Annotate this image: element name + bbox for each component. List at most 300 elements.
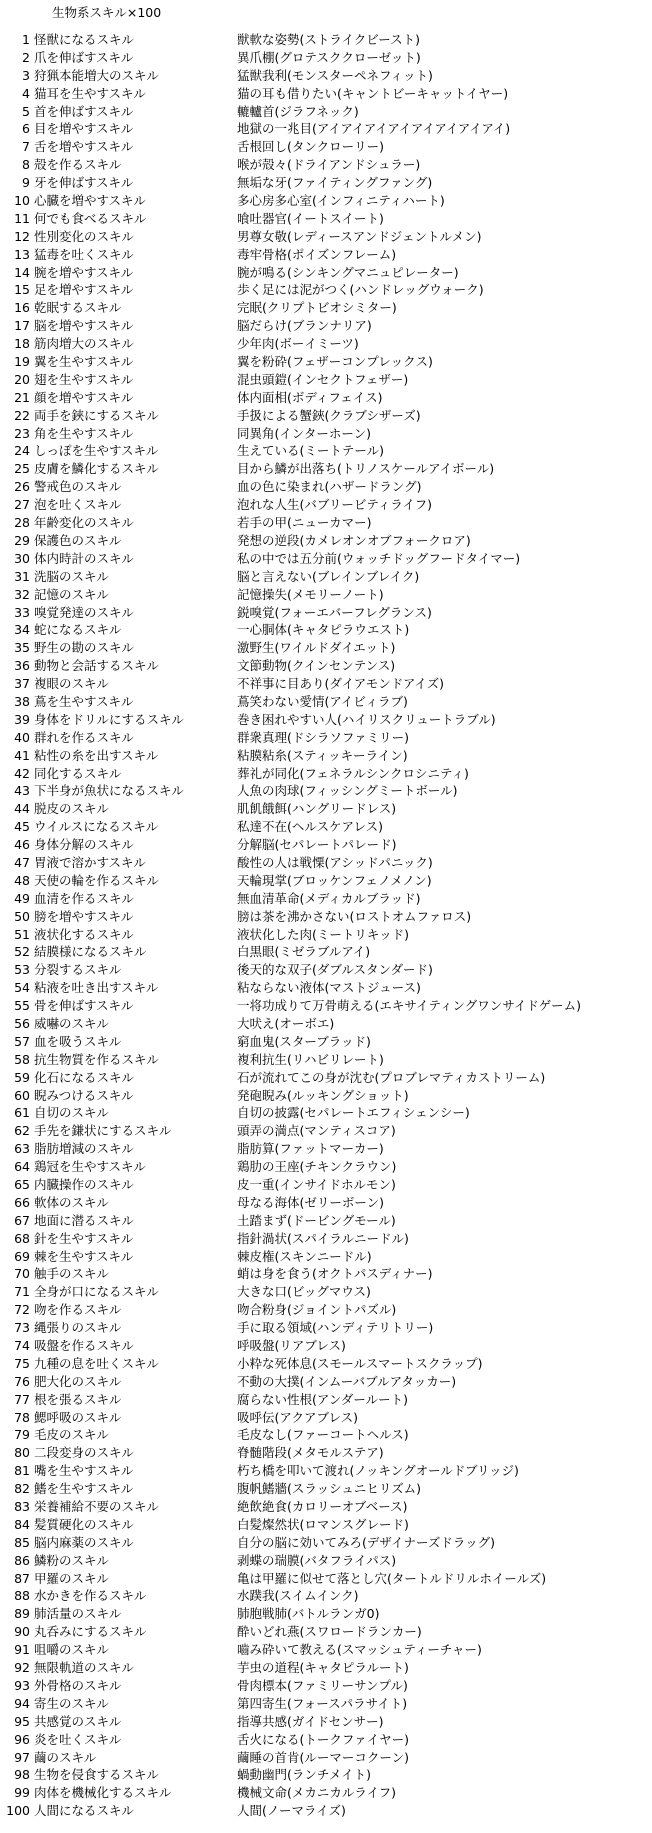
skill-name: 脊髄階段(メタモルステア) <box>237 1445 384 1461</box>
row-number: 54 <box>14 980 30 996</box>
row-number: 14 <box>14 264 30 280</box>
row-number: 2 <box>22 49 30 65</box>
skill-name: 膀は茶を沸かさない(ロストオムファロス) <box>237 908 472 924</box>
table-row <box>0 1355 652 1373</box>
table-row <box>0 210 652 228</box>
row-number: 42 <box>14 765 30 781</box>
skill-description: 九種の息を吐くスキル <box>34 1355 159 1371</box>
skill-name: 体内面相(ボディフェイス) <box>237 389 383 405</box>
row-number: 29 <box>14 532 30 548</box>
skill-description: 下半身が魚状になるスキル <box>34 783 184 799</box>
skill-description: 生物を侵食するスキル <box>34 1767 159 1783</box>
skill-name: 少年肉(ボーイミーツ) <box>237 336 359 352</box>
skill-description: 同化するスキル <box>34 765 122 781</box>
skill-name: 粘膜粘糸(スティッキーライン) <box>237 747 408 763</box>
skill-description: 筋肉増大のスキル <box>34 336 134 352</box>
table-row <box>0 1731 652 1749</box>
row-number: 1 <box>22 32 30 47</box>
skill-name: 完眠(クリプトビオシミター) <box>237 300 397 316</box>
skill-name: 異爪棚(グロテスククローゼット) <box>237 49 421 65</box>
skill-name: 猫の耳も借りたい(キャントビーキャットイヤー) <box>237 85 509 101</box>
skill-name: 自分の脳に効いてみろ(デザイナーズドラッグ) <box>237 1534 496 1550</box>
table-row <box>0 1212 652 1230</box>
skill-description: 二段変身のスキル <box>34 1445 134 1461</box>
skill-name: 舌根回し(タンクローリー) <box>237 139 385 155</box>
row-number: 9 <box>22 175 30 191</box>
row-number: 35 <box>14 640 30 656</box>
skill-name: 激野生(ワイルドダイエット) <box>237 640 396 656</box>
table-row <box>0 1426 652 1444</box>
skill-description: 繭のスキル <box>34 1749 97 1765</box>
row-number: 81 <box>14 1463 30 1479</box>
row-number: 15 <box>14 282 30 298</box>
skill-name: 第四寄生(フォースパラサイト) <box>237 1695 408 1711</box>
skill-name: 葬礼が同化(フェネラルシンクロシニティ) <box>237 765 469 781</box>
row-number: 93 <box>14 1677 30 1693</box>
skill-name: 混虫頭鎧(インセクトフェザー) <box>237 371 409 387</box>
table-row <box>0 1695 652 1713</box>
skill-description: 吻を作るスキル <box>34 1302 122 1318</box>
row-number: 70 <box>14 1266 30 1282</box>
table-row <box>0 85 652 103</box>
skill-name: 朽ち橋を叩いて渡れ(ノッキングオールドブリッジ) <box>237 1463 519 1479</box>
table-row <box>0 1480 652 1498</box>
skill-description: 外骨格のスキル <box>34 1677 122 1693</box>
skill-description: 咀嚼のスキル <box>34 1642 109 1658</box>
row-number: 73 <box>14 1320 30 1336</box>
skill-description: 威嚇のスキル <box>34 1015 109 1031</box>
skill-name: 石が流れてこの身が沈む(プロブレマティカストリーム) <box>237 1069 546 1085</box>
table-row <box>0 1176 652 1194</box>
skill-description: 天使の輪を作るスキル <box>34 872 159 888</box>
skill-description: 化石になるスキル <box>34 1069 134 1085</box>
skill-description: 保護色のスキル <box>34 532 122 548</box>
row-number: 51 <box>14 926 30 942</box>
row-number: 97 <box>14 1749 30 1765</box>
skill-name: 大吠え(オーボエ) <box>237 1015 335 1031</box>
table-row <box>0 31 652 49</box>
row-number: 3 <box>22 67 30 83</box>
skill-name: 一心胴体(キャタピラウエスト) <box>237 622 410 638</box>
skill-description: 翼を生やすスキル <box>34 354 134 370</box>
skill-description: 無限軌道のスキル <box>34 1660 134 1676</box>
skill-name: 窮血鬼(スターブラッド) <box>237 1033 371 1049</box>
row-number: 65 <box>14 1177 30 1192</box>
row-number: 61 <box>14 1105 30 1121</box>
table-row <box>0 872 652 890</box>
skill-description: 触手のスキル <box>34 1266 109 1282</box>
table-row <box>0 1784 652 1802</box>
table-row <box>0 264 652 282</box>
skill-description: 肉体を機械化するスキル <box>34 1785 172 1801</box>
table-row <box>0 997 652 1015</box>
skill-description: 群れを作るスキル <box>34 729 134 745</box>
table-row <box>0 1265 652 1283</box>
row-number: 10 <box>14 193 30 209</box>
skill-description: 嘴を生やすスキル <box>34 1463 134 1479</box>
skill-name: 粘ならない液体(マストジュース) <box>237 980 421 996</box>
skill-name: 蛸は身を食う(オクトパスディナー) <box>237 1266 433 1282</box>
skill-description: 身体をドリルにするスキル <box>34 711 184 727</box>
row-number: 19 <box>14 354 30 370</box>
table-row <box>0 1373 652 1391</box>
row-number: 71 <box>14 1284 30 1300</box>
row-number: 96 <box>14 1731 30 1747</box>
skill-name: 脂肪算(ファットマーカー) <box>237 1141 384 1157</box>
row-number: 64 <box>14 1159 30 1175</box>
table-row <box>0 1248 652 1266</box>
skill-name: 後天的な双子(ダブルスタンダード) <box>237 962 433 978</box>
skill-name: 肌飢餓餌(ハングリードレス) <box>237 801 397 817</box>
skill-description: 鰓呼吸のスキル <box>34 1409 122 1425</box>
table-row <box>0 299 652 317</box>
skill-description: 肺活量のスキル <box>34 1606 122 1622</box>
skill-table <box>0 31 652 1820</box>
skill-name: 生えている(ミートテール) <box>237 443 385 459</box>
table-row <box>0 693 652 711</box>
skill-name: 骨肉標本(ファミリーサンプル) <box>237 1677 408 1693</box>
skill-description: 動物と会話するスキル <box>34 658 159 674</box>
skill-description: 軟体のスキル <box>34 1194 109 1210</box>
skill-description: 洗脳のスキル <box>34 568 109 584</box>
skill-description: 棘を生やすスキル <box>34 1248 134 1264</box>
table-row <box>0 961 652 979</box>
skill-description: 甲羅のスキル <box>34 1570 109 1586</box>
row-number: 82 <box>14 1481 30 1497</box>
table-row <box>0 1015 652 1033</box>
skill-name: 白黒眼(ミゼラブルアイ) <box>237 944 371 960</box>
table-row <box>0 1409 652 1427</box>
skill-description: 野生の勘のスキル <box>34 640 134 656</box>
skill-description: 結膜様になるスキル <box>34 944 147 960</box>
skill-description: 猫耳を生やすスキル <box>34 85 146 101</box>
row-number: 100 <box>6 1803 30 1819</box>
skill-name: 頭弄の満点(マンティスコア) <box>237 1123 396 1139</box>
skill-description: 蛇になるスキル <box>34 622 122 638</box>
skill-name: 母なる海体(ゼリーボーン) <box>237 1194 385 1210</box>
skill-description: 鶏冠を生やすスキル <box>34 1159 146 1175</box>
skill-name: 轆轤首(ジラフネック) <box>237 103 359 119</box>
row-number: 22 <box>14 407 30 423</box>
skill-description: 嗅覚発達のスキル <box>34 604 134 620</box>
row-number: 80 <box>14 1445 30 1461</box>
table-row <box>0 621 652 639</box>
table-row <box>0 568 652 586</box>
skill-name: 亀は甲羅に似せて落とし穴(タートルドリルホイールズ) <box>237 1570 547 1586</box>
table-row <box>0 782 652 800</box>
table-row <box>0 1605 652 1623</box>
row-number: 11 <box>14 210 30 226</box>
row-number: 33 <box>14 604 30 620</box>
table-row <box>0 371 652 389</box>
table-row <box>0 281 652 299</box>
row-number: 28 <box>14 515 30 531</box>
skill-name: 不祥事に目あり(ダイアモンドアイズ) <box>237 676 445 692</box>
table-row <box>0 1570 652 1588</box>
table-row <box>0 1194 652 1212</box>
skill-description: 両手を鋏にするスキル <box>34 407 159 423</box>
row-number: 26 <box>14 479 30 495</box>
skill-name: 同異角(インターホーン) <box>237 425 372 441</box>
row-number: 56 <box>14 1015 30 1031</box>
row-number: 24 <box>14 443 30 459</box>
table-row <box>0 156 652 174</box>
skill-description: 心臓を増やすスキル <box>34 193 146 209</box>
table-row <box>0 317 652 335</box>
table-row <box>0 1087 652 1105</box>
table-row <box>0 943 652 961</box>
table-row <box>0 1516 652 1534</box>
skill-name: 天輪現掌(ブロッケンフェノメノン) <box>237 872 432 888</box>
skill-description: 胃液で溶かすスキル <box>34 854 146 870</box>
row-number: 84 <box>14 1516 30 1532</box>
skill-name: 無血清革命(メディカルブラッド) <box>237 890 421 906</box>
table-row <box>0 496 652 514</box>
skill-name: 手扱による蟹鋏(クラブシザーズ) <box>237 407 421 423</box>
row-number: 62 <box>14 1123 30 1139</box>
table-row <box>0 1122 652 1140</box>
skill-name: 液状化した肉(ミートリキッド) <box>237 926 410 942</box>
skill-description: 自切のスキル <box>34 1105 109 1121</box>
skill-description: 体内時計のスキル <box>34 550 134 566</box>
row-number: 7 <box>22 139 30 155</box>
skill-description: 年齢変化のスキル <box>34 515 134 531</box>
skill-name: 大きな口(ビッグマウス) <box>237 1284 371 1300</box>
skill-description: 骨を伸ばすスキル <box>34 998 134 1014</box>
table-row <box>0 1319 652 1337</box>
table-row <box>0 854 652 872</box>
table-row <box>0 460 652 478</box>
skill-name: 若手の甲(ニューカマー) <box>237 515 372 531</box>
skill-description: 脳内麻薬のスキル <box>34 1534 134 1550</box>
table-row <box>0 979 652 997</box>
skill-name: 脳と言えない(ブレインブレイク) <box>237 568 420 584</box>
skill-description: 鰭を生やすスキル <box>34 1481 134 1497</box>
skill-description: 爪を伸ばすスキル <box>34 49 134 65</box>
table-row <box>0 1104 652 1122</box>
skill-name: 絶飲絶食(カロリーオブベース) <box>237 1499 408 1515</box>
skill-description: 腕を増やすスキル <box>34 264 134 280</box>
skill-description: 殻を作るスキル <box>34 157 122 173</box>
row-number: 47 <box>14 854 30 870</box>
row-number: 76 <box>14 1373 30 1389</box>
skill-name: 土踏まず(ドービングモール) <box>237 1212 396 1228</box>
skill-name: 私の中では五分前(ウォッチドッグフードタイマー) <box>237 550 521 566</box>
skill-description: 目を増やすスキル <box>34 121 134 137</box>
skill-description: 粘性の糸を出すスキル <box>34 747 159 763</box>
row-number: 18 <box>14 336 30 352</box>
table-row <box>0 49 652 67</box>
table-row <box>0 1641 652 1659</box>
skill-name: 群衆真理(ドシラソファミリー) <box>237 729 410 745</box>
table-row <box>0 1391 652 1409</box>
table-row <box>0 1158 652 1176</box>
row-number: 87 <box>14 1570 30 1586</box>
skill-description: 性別変化のスキル <box>34 228 134 244</box>
skill-description: 何でも食べるスキル <box>34 210 147 226</box>
page-title: 生物系スキル×100 <box>52 5 162 20</box>
skill-description: 乾眠するスキル <box>34 300 122 316</box>
skill-description: 泡を吐くスキル <box>34 497 122 513</box>
row-number: 16 <box>14 300 30 316</box>
skill-name: 小粋な死体息(スモールスマートスクラップ) <box>237 1355 483 1371</box>
table-row <box>0 729 652 747</box>
skill-name: 水蹼我(スイムインク) <box>237 1588 359 1604</box>
row-number: 52 <box>14 944 30 960</box>
skill-name: 芋虫の道程(キャタピラルート) <box>237 1660 409 1676</box>
skill-name: 目から鱗が出落ち(トリノスケールアイボール) <box>237 461 495 477</box>
row-number: 12 <box>14 228 30 244</box>
table-row <box>0 1623 652 1641</box>
row-number: 25 <box>14 461 30 477</box>
table-row <box>0 1069 652 1087</box>
skill-name: 白髪燦然状(ロマンスグレード) <box>237 1516 409 1532</box>
skill-name: 指導共感(ガイドセンサー) <box>237 1713 384 1729</box>
table-row <box>0 389 652 407</box>
table-row <box>0 1552 652 1570</box>
row-number: 95 <box>14 1713 30 1729</box>
skill-description: 水かきを作るスキル <box>34 1588 147 1604</box>
row-number: 36 <box>14 658 30 674</box>
skill-name: 腕が鳴る(シンキングマニュピレーター) <box>237 264 459 280</box>
row-number: 86 <box>14 1552 30 1568</box>
skill-description: 翅を生やすスキル <box>34 371 134 387</box>
row-number: 31 <box>14 568 30 584</box>
table-row <box>0 246 652 264</box>
skill-description: 牙を伸ばすスキル <box>34 175 134 191</box>
row-number: 79 <box>14 1427 30 1443</box>
row-number: 58 <box>14 1051 30 1067</box>
skill-name: 翼を粉砕(フェザーコンプレックス) <box>237 354 433 370</box>
row-number: 49 <box>14 890 30 906</box>
skill-description: 共感覚のスキル <box>34 1713 122 1729</box>
skill-name: 腐らない性根(アンダールート) <box>237 1391 409 1407</box>
table-row <box>0 1802 652 1820</box>
skill-description: 内臓操作のスキル <box>34 1177 134 1192</box>
row-number: 69 <box>14 1248 30 1264</box>
row-number: 72 <box>14 1302 30 1318</box>
skill-name: 地獄の一兆目(アイアイアイアイアイアイアイアイ) <box>237 121 511 137</box>
row-number: 20 <box>14 371 30 387</box>
table-row <box>0 478 652 496</box>
table-row <box>0 1677 652 1695</box>
skill-description: 栄養補給不要のスキル <box>34 1499 159 1515</box>
row-number: 37 <box>14 676 30 692</box>
skill-name: 獣軟な姿勢(ストライクビースト) <box>237 32 421 47</box>
row-number: 40 <box>14 729 30 745</box>
row-number: 91 <box>14 1642 30 1658</box>
skill-name: 手に取る領域(ハンディテリトリー) <box>237 1320 434 1336</box>
skill-name: 発想の逆段(カメレオンオブフォークロア) <box>237 532 471 548</box>
skill-description: 寄生のスキル <box>34 1695 109 1711</box>
skill-name: 繭睡の首肯(ルーマーコクーン) <box>237 1749 410 1765</box>
row-number: 45 <box>14 819 30 835</box>
skill-name: 呼吸盤(リアブレス) <box>237 1338 346 1354</box>
table-row <box>0 120 652 138</box>
table-row <box>0 747 652 765</box>
table-row <box>0 550 652 568</box>
skill-description: 全身が口になるスキル <box>34 1284 159 1300</box>
row-number: 85 <box>14 1534 30 1550</box>
skill-name: 吻合粉身(ジョイントパズル) <box>237 1302 397 1318</box>
row-number: 77 <box>14 1391 30 1407</box>
row-number: 68 <box>14 1230 30 1246</box>
skill-description: 炎を吐くスキル <box>34 1731 122 1747</box>
skill-name: 棘皮権(スキンニードル) <box>237 1248 372 1264</box>
table-row <box>0 711 652 729</box>
skill-name: 歩く足には泥がつく(ハンドレッグウォーク) <box>237 282 484 298</box>
skill-description: 睨みつけるスキル <box>34 1087 134 1103</box>
skill-description: 血を吸うスキル <box>34 1033 122 1049</box>
row-number: 63 <box>14 1141 30 1157</box>
table-row <box>0 532 652 550</box>
table-row <box>0 1230 652 1248</box>
row-number: 60 <box>14 1087 30 1103</box>
row-number: 66 <box>14 1194 30 1210</box>
row-number: 83 <box>14 1499 30 1515</box>
row-number: 75 <box>14 1355 30 1371</box>
skill-description: 分裂するスキル <box>34 962 122 978</box>
table-row <box>0 818 652 836</box>
table-row <box>0 1713 652 1731</box>
table-row <box>0 103 652 121</box>
row-number: 39 <box>14 711 30 727</box>
row-number: 55 <box>14 998 30 1014</box>
skill-description: 人間になるスキル <box>34 1803 134 1819</box>
skill-description: 地面に潜るスキル <box>34 1212 134 1228</box>
skill-name: 酸性の人は戦慄(アシッドパニック) <box>237 854 433 870</box>
skill-description: 記憶のスキル <box>34 586 109 602</box>
skill-name: 腹帆鰭牆(スラッシュニヒリズム) <box>237 1481 422 1497</box>
skill-description: 吸盤を作るスキル <box>34 1338 134 1354</box>
row-number: 17 <box>14 318 30 334</box>
skill-name: 発砲睨み(ルッキングショット) <box>237 1087 409 1103</box>
skill-description: 首を伸ばすスキル <box>34 103 134 119</box>
skill-name: 記憶操失(メモリーノート) <box>237 586 384 602</box>
row-number: 6 <box>22 121 30 137</box>
skill-name: 喉が殻々(ドライアンドシュラー) <box>237 157 421 173</box>
row-number: 57 <box>14 1033 30 1049</box>
row-number: 78 <box>14 1409 30 1425</box>
skill-name: 嚙み砕いて教える(スマッシュティーチャー) <box>237 1642 482 1658</box>
table-row <box>0 800 652 818</box>
skill-description: 脱皮のスキル <box>34 801 109 817</box>
table-row <box>0 1462 652 1480</box>
table-row <box>0 639 652 657</box>
table-row <box>0 192 652 210</box>
row-number: 98 <box>14 1767 30 1783</box>
table-row <box>0 425 652 443</box>
skill-description: ウイルスになるスキル <box>34 819 159 835</box>
skill-description: 手先を鎌状にするスキル <box>34 1123 172 1139</box>
table-row <box>0 1587 652 1605</box>
table-row <box>0 836 652 854</box>
skill-name: 蔦笑わない愛情(アイビィラブ) <box>237 693 408 709</box>
skill-description: 針を生やすスキル <box>34 1230 134 1246</box>
skill-description: 怪獣になるスキル <box>34 32 134 47</box>
table-row <box>0 1051 652 1069</box>
skill-name: 蝸動幽門(ランチメイト) <box>237 1767 372 1783</box>
skill-description: 顔を増やすスキル <box>34 389 134 405</box>
table-row <box>0 407 652 425</box>
row-number: 46 <box>14 837 30 853</box>
table-row <box>0 1659 652 1677</box>
skill-description: 髪質硬化のスキル <box>34 1516 134 1532</box>
row-number: 53 <box>14 962 30 978</box>
row-number: 99 <box>14 1785 30 1801</box>
skill-description: 縄張りのスキル <box>34 1320 122 1336</box>
skill-description: 丸呑みにするスキル <box>34 1624 147 1640</box>
